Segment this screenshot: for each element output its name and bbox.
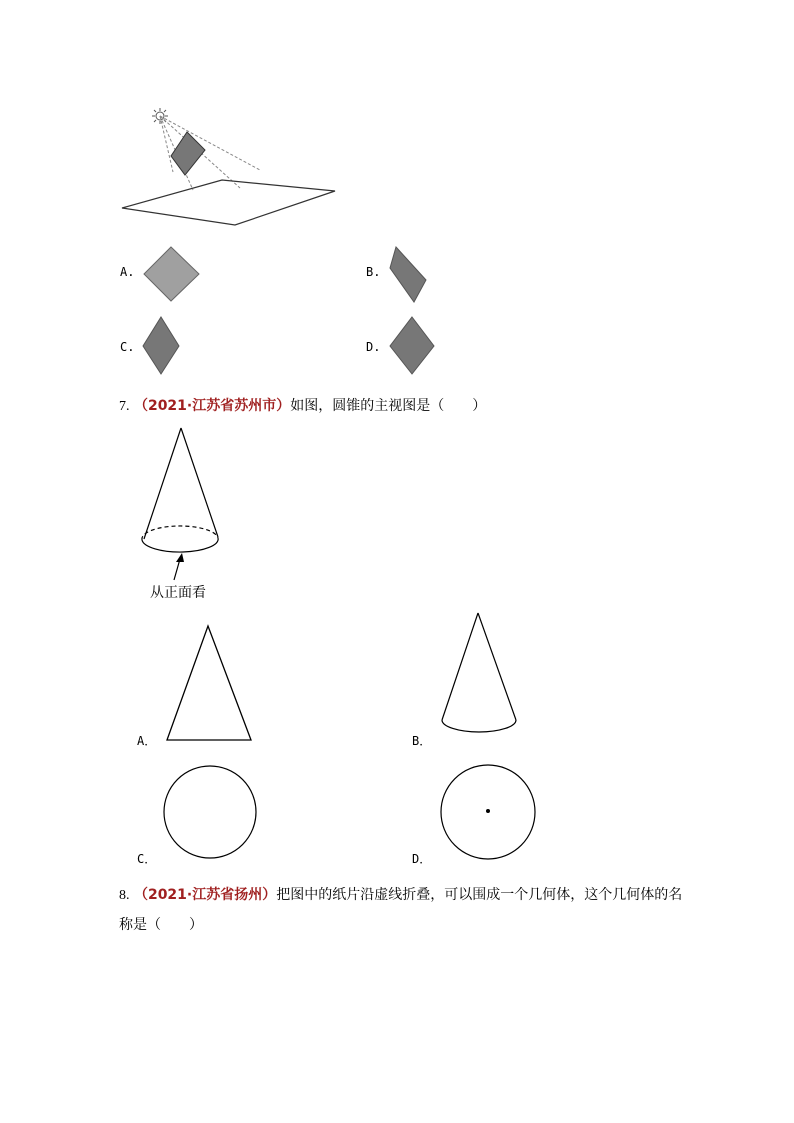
question-source: （2021·江苏省苏州市） <box>133 398 291 414</box>
tilted-square <box>171 132 205 175</box>
option-7d-circle-dot[interactable] <box>439 764 537 862</box>
question-number: 7. <box>119 399 130 414</box>
option-b-label[interactable]: B. <box>366 265 381 279</box>
question-number: 8. <box>119 888 130 903</box>
option-7a-label[interactable]: A． <box>137 734 157 748</box>
option-d-shape[interactable] <box>388 316 436 376</box>
option-b-shape[interactable] <box>388 246 430 304</box>
projection-figure <box>115 100 345 230</box>
option-7c-circle[interactable] <box>162 764 258 860</box>
option-a-label[interactable]: A. <box>120 265 135 279</box>
view-direction-caption: 从正面看 <box>150 585 206 601</box>
option-7c-label[interactable]: C． <box>137 852 157 866</box>
option-7b-cone[interactable] <box>438 610 522 745</box>
question-text: 如图，圆锥的主视图是（ ） <box>290 398 487 414</box>
question-8-stem <box>119 884 682 904</box>
option-c-label[interactable]: C. <box>120 340 135 354</box>
option-7d-label[interactable]: D． <box>412 852 432 866</box>
question-source: （2021·江苏省扬州） <box>133 887 277 903</box>
option-7b-label[interactable]: B． <box>412 734 432 748</box>
question-8-stem-continued: 称是（ ） <box>119 917 203 933</box>
option-7a-triangle[interactable] <box>164 624 254 744</box>
option-d-label[interactable]: D. <box>366 340 381 354</box>
cone-figure <box>138 425 228 585</box>
question-text: 把图中的纸片沿虚线折叠，可以围成一个几何体，这个几何体的名 <box>276 887 683 903</box>
option-c-shape[interactable] <box>141 316 181 376</box>
option-a-shape[interactable] <box>143 246 201 302</box>
projection-plane <box>122 180 335 225</box>
question-7-stem <box>119 395 486 415</box>
